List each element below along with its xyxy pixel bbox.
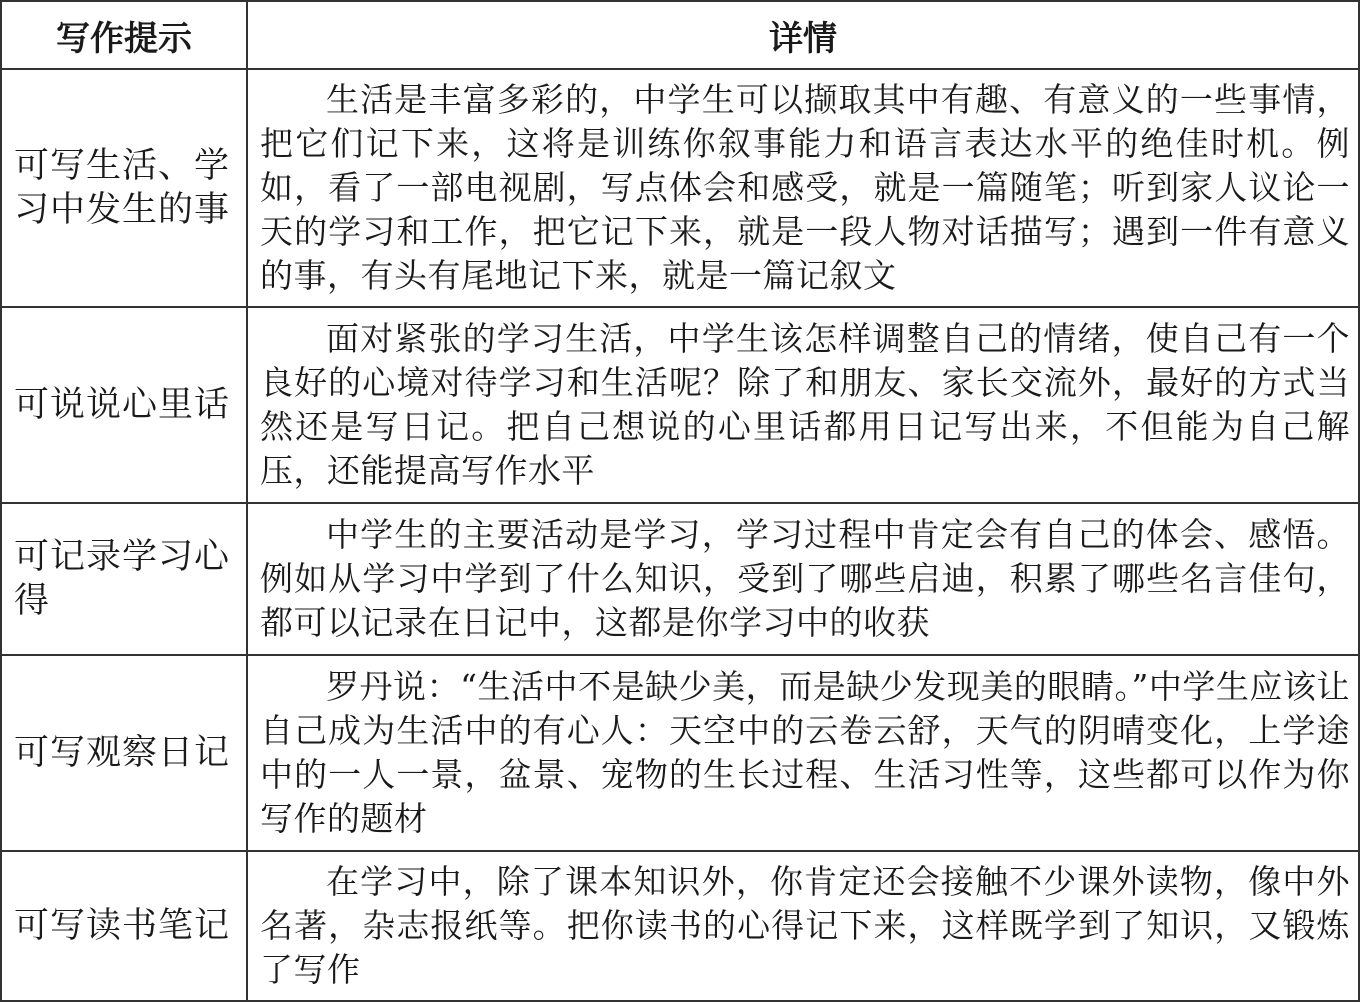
tip-cell: 可写读书笔记 (1, 851, 247, 1001)
detail-cell: 面对紧张的学习生活，中学生该怎样调整自己的情绪，使自己有一个良好的心境对待学习和生活呢？除了和朋友、家长交流外，最好的方式当然还是写日记。把自己想说的心里话都用日记写出来，不但能为自己解压，还能提高写作水平 (247, 307, 1359, 503)
detail-cell: 中学生的主要活动是学习，学习过程中肯定会有自己的体会、感悟。例如从学习中学到了什么知识，受到了哪些启迪，积累了哪些名言佳句，都可以记录在日记中，这都是你学习中的收获 (247, 503, 1359, 655)
table-row (1, 503, 1359, 655)
table-row (1, 851, 1359, 1001)
tip-cell: 可写生活、学习中发生的事 (1, 69, 247, 307)
tip-cell: 可写观察日记 (1, 655, 247, 851)
header-details: 详情 (247, 1, 1359, 69)
header-writing-tips: 写作提示 (1, 1, 247, 69)
tip-cell: 可说说心里话 (1, 307, 247, 503)
table-row (1, 307, 1359, 503)
table-row (1, 69, 1359, 307)
table-row (1, 655, 1359, 851)
detail-cell: 在学习中，除了课本知识外，你肯定还会接触不少课外读物，像中外名著，杂志报纸等。把你读书的心得记下来，这样既学到了知识，又锻炼了写作 (247, 851, 1359, 1001)
tip-cell: 可记录学习心得 (1, 503, 247, 655)
detail-cell: 生活是丰富多彩的，中学生可以撷取其中有趣、有意义的一些事情，把它们记下来，这将是训练你叙事能力和语言表达水平的绝佳时机。例如，看了一部电视剧，写点体会和感受，就是一篇随笔；听到家人议论一天的学习和工作，把它记下来，就是一段人物对话描写；遇到一件有意义的事，有头有尾地记下来，就是一篇记叙文 (247, 69, 1359, 307)
table-header-row (1, 1, 1359, 69)
detail-cell: 罗丹说：“生活中不是缺少美，而是缺少发现美的眼睛。”中学生应该让自己成为生活中的有心人：天空中的云卷云舒，天气的阴晴变化，上学途中的一人一景，盆景、宠物的生长过程、生活习性等，这些都可以作为你写作的题材 (247, 655, 1359, 851)
